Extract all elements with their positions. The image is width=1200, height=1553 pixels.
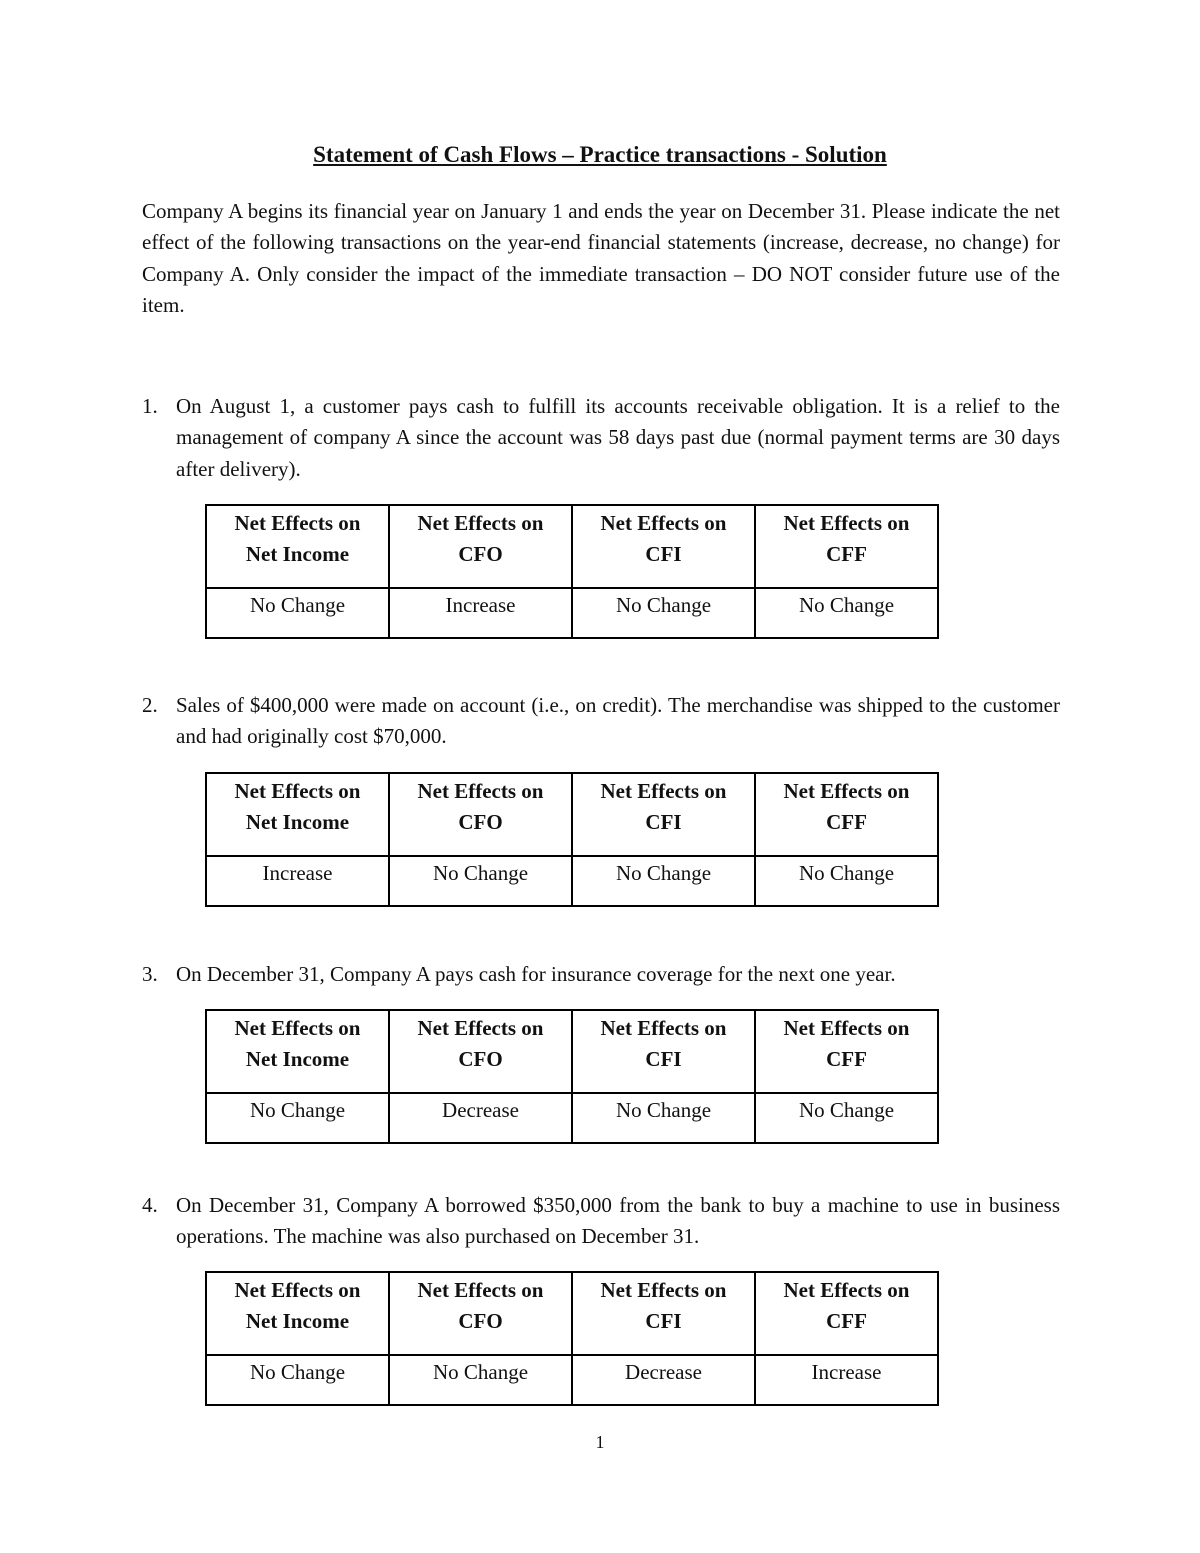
transaction-text: Sales of $400,000 were made on account (i.e., on credit). The merchandise was shipped to the customer and had originally cost $70,000. [176,693,1060,749]
cell-cff: Increase [755,1355,938,1405]
transaction-text: On December 31, Company A pays cash for insurance coverage for the next one year. [176,962,896,986]
header-cfo: Net Effects on CFO [389,1010,572,1093]
header-cfo: Net Effects on CFO [389,1272,572,1355]
cell-cfi: No Change [572,588,755,638]
cell-net-income: No Change [206,1093,389,1143]
header-net-income: Net Effects on Net Income [206,1010,389,1093]
cell-cff: No Change [755,856,938,906]
transaction-number: 3. [142,962,158,986]
cell-cfi: No Change [572,1093,755,1143]
transaction-number: 1. [142,394,158,418]
header-cfo: Net Effects on CFO [389,505,572,588]
cell-net-income: No Change [206,588,389,638]
cell-cff: No Change [755,588,938,638]
header-cff: Net Effects on CFF [755,773,938,856]
header-cfi: Net Effects on CFI [572,1272,755,1355]
header-cff: Net Effects on CFF [755,1010,938,1093]
transaction-text: On December 31, Company A borrowed $350,000 from the bank to buy a machine to use in business operations. The machine was also purchased on December 31. [176,1193,1060,1249]
header-cff: Net Effects on CFF [755,1272,938,1355]
cell-cfo: Increase [389,588,572,638]
header-net-income: Net Effects on Net Income [206,1272,389,1355]
transaction-text: On August 1, a customer pays cash to fulfill its accounts receivable obligation. It is a relief to the management of company A since the account was 58 days past due (normal payment terms are 30 days after delivery). [176,394,1060,481]
effects-table-4 [205,1271,939,1406]
cell-cff: No Change [755,1093,938,1143]
cell-cfi: No Change [572,856,755,906]
cell-cfo: No Change [389,1355,572,1405]
effects-table-1 [205,504,939,639]
effects-table-3 [205,1009,939,1144]
cell-net-income: Increase [206,856,389,906]
header-net-income: Net Effects on Net Income [206,773,389,856]
header-cff: Net Effects on CFF [755,505,938,588]
cell-net-income: No Change [206,1355,389,1405]
header-cfi: Net Effects on CFI [572,773,755,856]
intro-paragraph: Company A begins its financial year on January 1 and ends the year on December 31. Please indicate the net effect of the following transactions on the year-end financial statements (increase, decrease, no change) for Company A. Only consider the impact of the immediate transaction – DO NOT consider future use of the item. [142,199,1060,317]
cell-cfi: Decrease [572,1355,755,1405]
header-cfi: Net Effects on CFI [572,1010,755,1093]
effects-table-2 [205,772,939,907]
page-number: 1 [595,1432,605,1452]
cell-cfo: No Change [389,856,572,906]
header-cfi: Net Effects on CFI [572,505,755,588]
header-cfo: Net Effects on CFO [389,773,572,856]
transaction-number: 4. [142,1193,158,1217]
cell-cfo: Decrease [389,1093,572,1143]
transaction-number: 2. [142,693,158,717]
page-title: Statement of Cash Flows – Practice transactions - Solution [313,142,887,167]
header-net-income: Net Effects on Net Income [206,505,389,588]
